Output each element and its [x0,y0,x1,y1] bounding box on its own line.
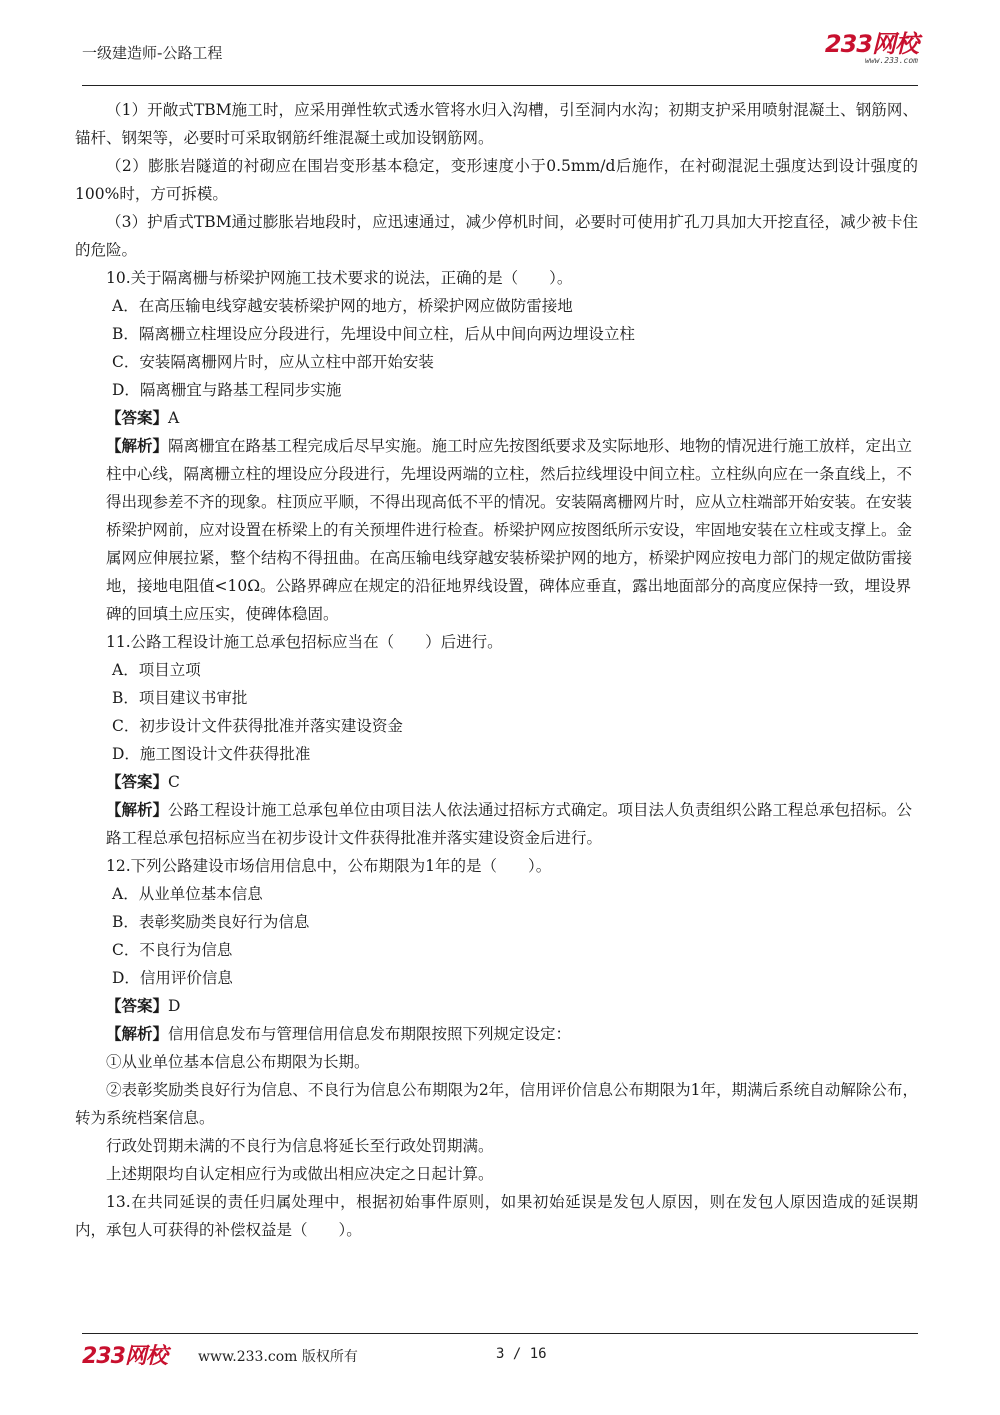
paragraph-text: 11.公路工程设计施工总承包招标应当在（ ）后进行。 [106,633,503,651]
logo-text: 233网校 [824,30,918,58]
answer-tag: 【答案】 [106,996,169,1015]
answer-tag: 【答案】 [106,408,169,427]
paragraph [75,1188,918,1244]
paragraph-text: 12.下列公路建设市场信用信息中，公布期限为1年的是（ ）。 [106,857,552,875]
answer-tag: 【解析】 [106,800,169,819]
answer-block [75,768,918,796]
paragraph-text: （3）护盾式TBM通过膨胀岩地段时，应迅速通过，减少停机时间，必要时可使用扩孔刀具加大开挖直径，减少被卡住的危险。 [75,213,918,259]
paragraph-text: D．信用评价信息 [112,969,233,987]
answer-option [75,740,918,768]
answer-block [75,1020,918,1048]
paragraph-text: B．表彰奖励类良好行为信息 [112,913,310,931]
paragraph-text: 行政处罚期未满的不良行为信息将延长至行政处罚期满。 [106,1137,494,1155]
paragraph-text: ②表彰奖励类良好行为信息、不良行为信息公布期限为2年，信用评价信息公布期限为1年，期满后系统自动解除公布，转为系统档案信息。 [75,1081,918,1127]
paragraph [75,1076,918,1132]
answer-option [75,880,918,908]
paragraph-text: C [168,773,180,791]
paragraph-text: 13.在共同延误的责任归属处理中，根据初始事件原则，如果初始延误是发包人原因，则在发包人原因造成的延误期内，承包人可获得的补偿权益是（ ）。 [75,1193,918,1239]
document-body [75,96,918,1244]
answer-option [75,908,918,936]
answer-option [75,656,918,684]
answer-option [75,376,918,404]
paragraph-text: C．初步设计文件获得批准并落实建设资金 [112,717,403,735]
paragraph [75,1132,918,1160]
paragraph [75,1048,918,1076]
answer-option [75,320,918,348]
footer-copyright: www.233.com 版权所有 [198,1349,358,1365]
paragraph-text: 信用信息发布与管理信用信息发布期限按照下列规定设定： [168,1025,572,1043]
paragraph-text: 10.关于隔离栅与桥梁护网施工技术要求的说法，正确的是（ ）。 [106,269,573,287]
page-header [82,28,918,86]
paragraph [75,264,918,292]
answer-block [75,432,918,628]
answer-block [75,992,918,1020]
paragraph [75,628,918,656]
answer-tag: 【答案】 [106,772,169,791]
header-title: 一级建造师-公路工程 [82,44,223,62]
footer-divider [82,1333,918,1334]
paragraph-text: B．项目建议书审批 [112,689,248,707]
paragraph-text: 隔离栅宜在路基工程完成后尽早实施。施工时应先按图纸要求及实际地形、地物的情况进行施工放样，定出立柱中心线，隔离栅立柱的埋设应分段进行，先埋设两端的立柱，然后拉线埋设中间立柱。立柱纵向应在一条直线上，不得出现参差不齐的现象。柱顶应平顺，不得出现高低不平的情况。安装隔离栅网片时，应从立柱端部开始安装。在安装桥梁护网前，应对设置在桥梁上的有关预埋件进行检查。桥梁护网应按图纸所示安设，牢固地安装在立柱或支撑上。金属网应伸展拉紧，整个结构不得扭曲。在高压输电线穿越安装桥梁护网的地方，桥梁护网应按电力部门的规定做防雷接地，接地电阻值<10Ω。公路界碑应在规定的沿征地界线设置，碑体应垂直，露出地面部分的高度应保持一致，埋设界碑的回填土应压实，使碑体稳固。 [106,437,913,623]
paragraph-text: D [168,997,181,1015]
paragraph [75,852,918,880]
answer-option [75,712,918,740]
paragraph-text: 公路工程设计施工总承包单位由项目法人依法通过招标方式确定。项目法人负责组织公路工程总承包招标。公路工程总承包招标应当在初步设计文件获得批准并落实建设资金后进行。 [106,801,913,847]
answer-option [75,292,918,320]
header-divider [82,85,918,86]
answer-block [75,404,918,432]
paragraph-text: B．隔离栅立柱埋设应分段进行，先埋设中间立柱，后从中间向两边埋设立柱 [112,325,635,343]
answer-option [75,936,918,964]
paragraph-text: C．安装隔离栅网片时，应从立柱中部开始安装 [112,353,434,371]
footer-logo: 233网校 [82,1344,167,1369]
paragraph-text: （2）膨胀岩隧道的衬砌应在围岩变形基本稳定，变形速度小于0.5mm/d后施作，在衬砌混泥土强度达到设计强度的100%时，方可拆模。 [75,157,918,203]
paragraph-text: A．项目立项 [112,661,201,679]
paragraph [75,96,918,152]
paragraph [75,152,918,208]
answer-block [75,796,918,852]
paragraph-text: D．施工图设计文件获得批准 [112,745,311,763]
answer-option [75,348,918,376]
answer-option [75,684,918,712]
page-number: 3 / 16 [496,1346,547,1362]
answer-tag: 【解析】 [106,436,169,455]
paragraph-text: A [168,409,180,427]
paragraph [75,1160,918,1188]
paragraph-text: C．不良行为信息 [112,941,233,959]
paragraph [75,208,918,264]
paragraph-text: A．从业单位基本信息 [112,885,263,903]
paragraph-text: （1）开敞式TBM施工时，应采用弹性软式透水管将水归入沟槽，引至洞内水沟；初期支护采用喷射混凝土、钢筋网、锚杆、钢架等，必要时可采取钢筋纤维混凝土或加设钢筋网。 [75,101,918,147]
paragraph-text: 上述期限均自认定相应行为或做出相应决定之日起计算。 [106,1165,494,1183]
answer-tag: 【解析】 [106,1024,169,1043]
logo-url: www.233.com [865,56,918,65]
answer-option [75,964,918,992]
brand-logo [825,32,918,65]
paragraph-text: D．隔离栅宜与路基工程同步实施 [112,381,342,399]
paragraph-text: ①从业单位基本信息公布期限为长期。 [106,1053,370,1071]
page-footer [82,1333,918,1383]
paragraph-text: A．在高压输电线穿越安装桥梁护网的地方，桥梁护网应做防雷接地 [112,297,573,315]
